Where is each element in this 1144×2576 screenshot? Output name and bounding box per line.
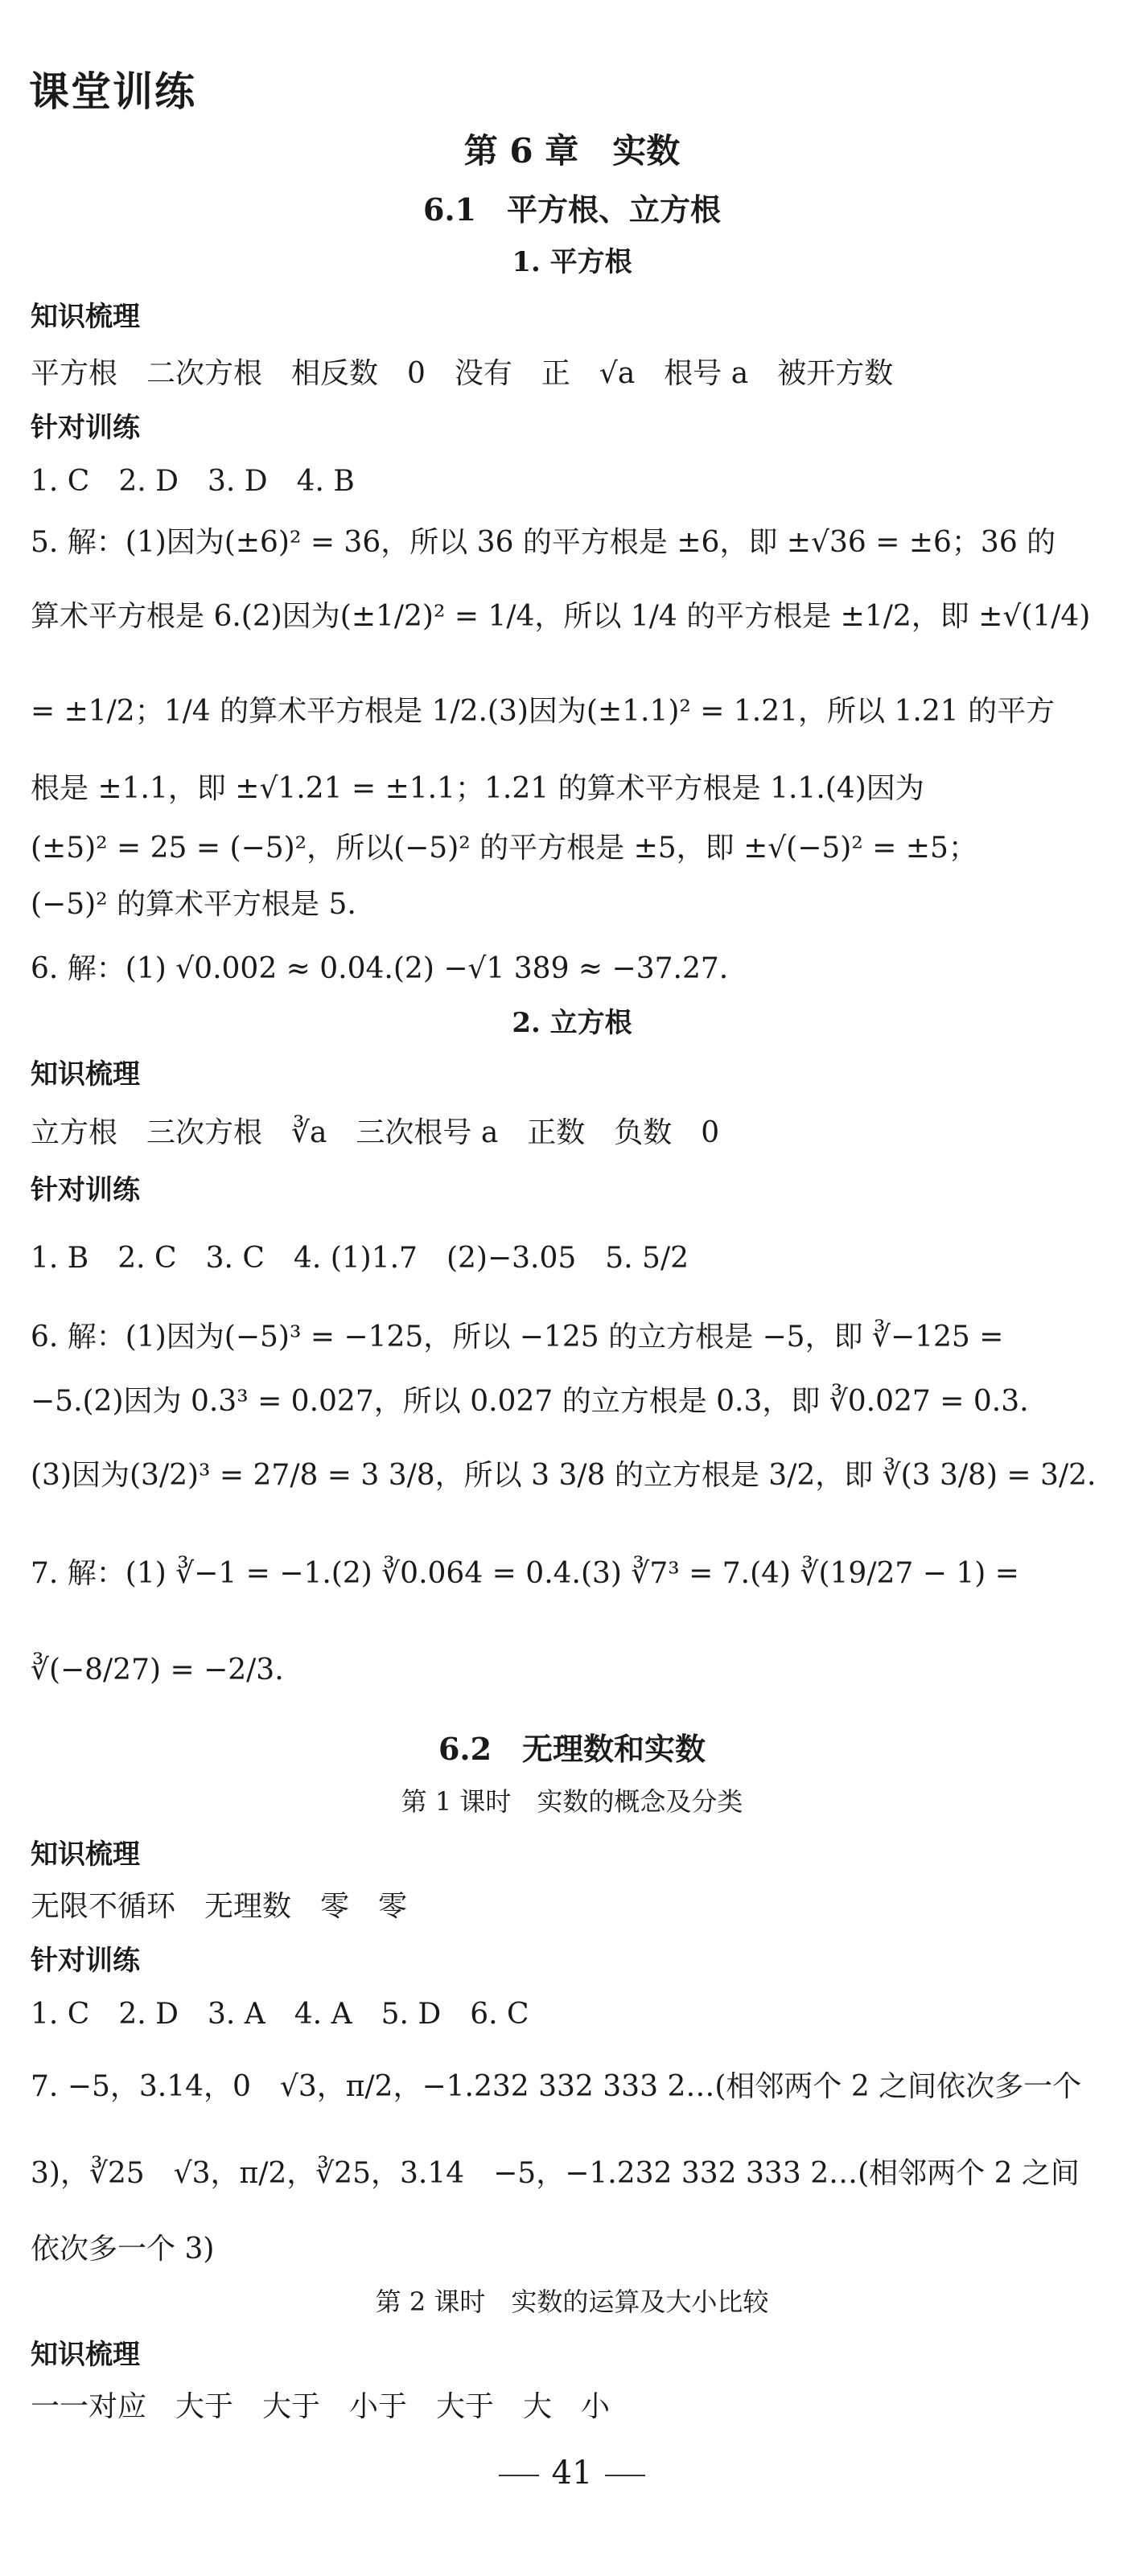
lesson-1-title: 第 1 课时 实数的概念及分类 (401, 1786, 743, 1817)
section-6-2-title: 6.2 无理数和实数 (438, 1731, 706, 1767)
q6-line-3: (3)因为(3/2)³ = 27/8 = 3 3/8，所以 3 3/8 的立方根是 3/2，即 ∛(3 3/8) = 3/2. (31, 1459, 1097, 1492)
q6-line-1: 6. 解：(1) √0.002 ≈ 0.04.(2) −√1 389 ≈ −37.27. (31, 952, 729, 985)
practice-label: 针对训练 (31, 412, 140, 444)
subsection-1-title: 1. 平方根 (512, 246, 632, 278)
q5-line-2: 算术平方根是 6.(2)因为(±1/2)² = 1/4，所以 1/4 的平方根是 ±1/2，即 ±√(1/4) (31, 600, 1091, 633)
knowledge-line: 一一对应 大于 大于 小于 大于 大 小 (31, 2390, 611, 2423)
practice-label: 针对训练 (31, 1945, 140, 1977)
knowledge-label: 知识梳理 (31, 301, 140, 333)
knowledge-label: 知识梳理 (31, 1839, 140, 1871)
section-6-1-title: 6.1 平方根、立方根 (422, 191, 722, 228)
q7-line-3: 依次多一个 3) (31, 2233, 215, 2266)
knowledge-label: 知识梳理 (31, 2339, 140, 2371)
q6-line-1: 6. 解：(1)因为(−5)³ = −125，所以 −125 的立方根是 −5，即 ∛−125 = (31, 1321, 1004, 1354)
lesson-2-title: 第 2 课时 实数的运算及大小比较 (375, 2286, 769, 2317)
subsection-2-title: 2. 立方根 (512, 1007, 632, 1039)
knowledge-line: 平方根 二次方根 相反数 0 没有 正 √a 根号 a 被开方数 (31, 357, 894, 390)
knowledge-line: 立方根 三次方根 ∛a 三次根号 a 正数 负数 0 (31, 1116, 720, 1149)
q5-line-4: 根是 ±1.1，即 ±√1.21 = ±1.1；1.21 的算术平方根是 1.1.(4)因为 (31, 772, 924, 805)
page-number: 41 (551, 2455, 593, 2492)
q7-line-2: 3)，∛25 √3，π/2，∛25，3.14 −5，−1.232 332 333 2…(相邻两个 2 之间 (31, 2157, 1080, 2190)
q5-line-5: (±5)² = 25 = (−5)²，所以(−5)² 的平方根是 ±5，即 ±√(−5)² = ±5； (31, 832, 977, 865)
q5-line-6: (−5)² 的算术平方根是 5. (31, 888, 356, 921)
answers-line: 1. B 2. C 3. C 4. (1)1.7 (2)−3.05 5. 5/2 (31, 1242, 689, 1275)
q7-line-1: 7. −5，3.14，0 √3，π/2，−1.232 332 333 2…(相邻两个 2 之间依次多一个 (31, 2070, 1082, 2103)
q5-line-1: 5. 解：(1)因为(±6)² = 36，所以 36 的平方根是 ±6，即 ±√36 = ±6；36 的 (31, 526, 1056, 559)
practice-label: 针对训练 (31, 1174, 140, 1206)
footer-dash-left (499, 2475, 539, 2476)
knowledge-label: 知识梳理 (31, 1058, 140, 1091)
q7-line-2: ∛(−8/27) = −2/3. (31, 1654, 284, 1687)
page-footer (0, 2453, 1144, 2493)
q7-line-1: 7. 解：(1) ∛−1 = −1.(2) ∛0.064 = 0.4.(3) ∛7³ = 7.(4) ∛(19/27 − 1) = (31, 1557, 1019, 1590)
answers-line: 1. C 2. D 3. A 4. A 5. D 6. C (31, 1998, 529, 2031)
answers-line: 1. C 2. D 3. D 4. B (31, 465, 355, 498)
q6-line-2: −5.(2)因为 0.3³ = 0.027，所以 0.027 的立方根是 0.3，即 ∛0.027 = 0.3. (31, 1385, 1029, 1418)
banner-title: 课堂训练 (29, 68, 196, 115)
knowledge-line: 无限不循环 无理数 零 零 (31, 1890, 408, 1923)
q5-line-3: = ±1/2；1/4 的算术平方根是 1/2.(3)因为(±1.1)² = 1.21，所以 1.21 的平方 (31, 695, 1056, 728)
footer-dash-right (605, 2475, 645, 2476)
chapter-title: 第 6 章 实数 (463, 131, 681, 171)
